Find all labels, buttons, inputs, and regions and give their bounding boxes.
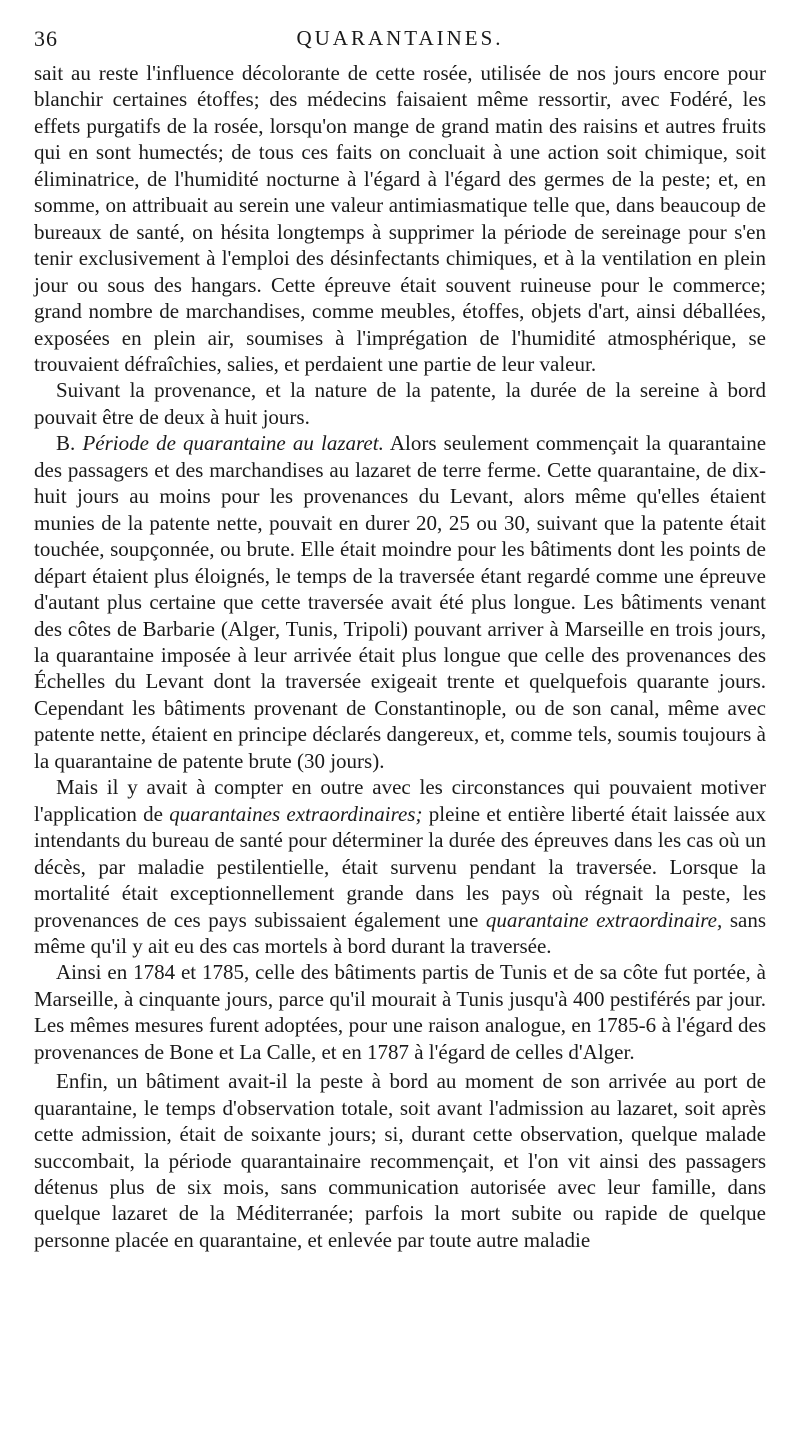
paragraph-4-part-3: sans même qu'il y ait eu des cas mortels à bord durant la traversée. [34,907,766,958]
paragraph-1: sait au reste l'influence décolorante de cette rosée, utilisée de nos jours encore pour blanchir certaines étoffes; des médecins faisaient même ressortir, avec Fodéré, les effets purgatifs de la rosée, lorsqu'on mange de grand matin des raisins et autres fruits qui en sont humectés; de tous ces faits on concluait à une action soit chimique, soit éliminatrice, de l'humidité nocturne à l'égard à l'égard des germes de la peste; et, en somme, on attribuait au serein une valeur antimiasmatique telle que, dans beaucoup de bureaux de santé, on hésita longtemps à supprimer la période de sereinage pour s'en tenir exclusivement à l'emploi des désinfectants chimiques, et à la ventilation en plein jour ou sous des hangars. Cette épreuve était souvent ruineuse pour le commerce; grand nombre de marchandises, comme meubles, étoffes, objets d'art, ainsi déballées, exposées en plein air, soumises à l'imprégation de l'humidité atmosphérique, se trouvaient défraîchies, salies, et perdaient une partie de leur valeur. [34,61,766,376]
emphasis-quarantaines-extraordinaires: quarantaines extraordinaires; [169,801,423,826]
paragraph-5: Ainsi en 1784 et 1785, celle des bâtiments partis de Tunis et de sa côte fut portée, à Marseille, à cinquante jours, parce qu'il mourait à Tunis jusqu'à 400 pestiférés par jour. Les mêmes mesures furent adoptées, pour une raison analogue, en 1785-6 à l'égard des provenances de Bone et La Calle, et en 1787 à l'égard de celles d'Alger. [34,960,766,1064]
section-letter: B. [56,431,76,456]
paragraph-3-text: Alors seulement commençait la quarantaine des passagers et des marchandises au lazaret de terre ferme. Cette quarantaine, de dix-huit jours au moins pour les provenances du Levant, alors même qu'elles étaient munies de la patente nette, pouvait en durer 20, 25 ou 30, suivant que la patente était touchée, soupçonnée, ou brute. Elle était moindre pour les bâtiments dont les points de départ étaient plus éloignés, le temps de la traversée étant regardé comme une épreuve d'autant plus certaine que cette traversée avait été plus longue. Les bâtiments venant des côtes de Barbarie (Alger, Tunis, Tripoli) pouvant arriver à Marseille en trois jours, la quarantaine imposée à leur arrivée était plus longue que celle des provenances des Échelles du Levant dont la traversée exigeait trente et quelquefois quarante jours. Cependant les bâtiments provenant de Constantinople, ou de son canal, même avec patente nette, étaient en principe déclarés dangereux, et, comme tels, soumis toujours à la quarantaine de patente brute (30 jours). [34,431,767,773]
running-title: QUARANTAINES. [296,26,504,50]
section-heading: Période de quarantaine au lazaret. [82,431,384,456]
paragraph-4-part-1: Mais il y avait à compter en outre avec les circonstances qui pouvaient motiver l'application de [34,775,766,826]
page-header [34,26,766,60]
paragraph-2: Suivant la provenance, et la nature de la patente, la durée de la sereine à bord pouvait être de deux à huit jours. [34,378,766,429]
paragraph-3 [34,430,766,774]
paragraph-6: Enfin, un bâtiment avait-il la peste à bord au moment de son arrivée au port de quarantaine, le temps d'observation totale, soit avant l'admission au lazaret, soit après cette admission, était de soixante jours; si, durant cette observation, quelque malade succombait, la période quarantainaire recommençait, et l'on vit ainsi des passagers détenus plus de six mois, sans communication autorisée avec leur famille, dans quelque lazaret de la Méditerranée; parfois la mort subite ou rapide de quelque personne placée en quarantaine, et enlevée par toute autre maladie [34,1069,766,1252]
body-text [34,60,766,1253]
page-number: 36 [34,26,58,51]
paragraph-4-part-2: pleine et entière liberté était laissée aux intendants du bureau de santé pour déterminer la durée des épreuves dans les cas où un décès, par maladie pestilentielle, était survenu pendant la traversée. Lorsque la mortalité était exceptionnellement grande dans les pays où régnait la peste, les provenances de ces pays subissaient également une [34,801,767,932]
emphasis-quarantaine-extraordinaire: quarantaine extraordinaire, [485,907,723,932]
paragraph-4 [34,774,766,959]
